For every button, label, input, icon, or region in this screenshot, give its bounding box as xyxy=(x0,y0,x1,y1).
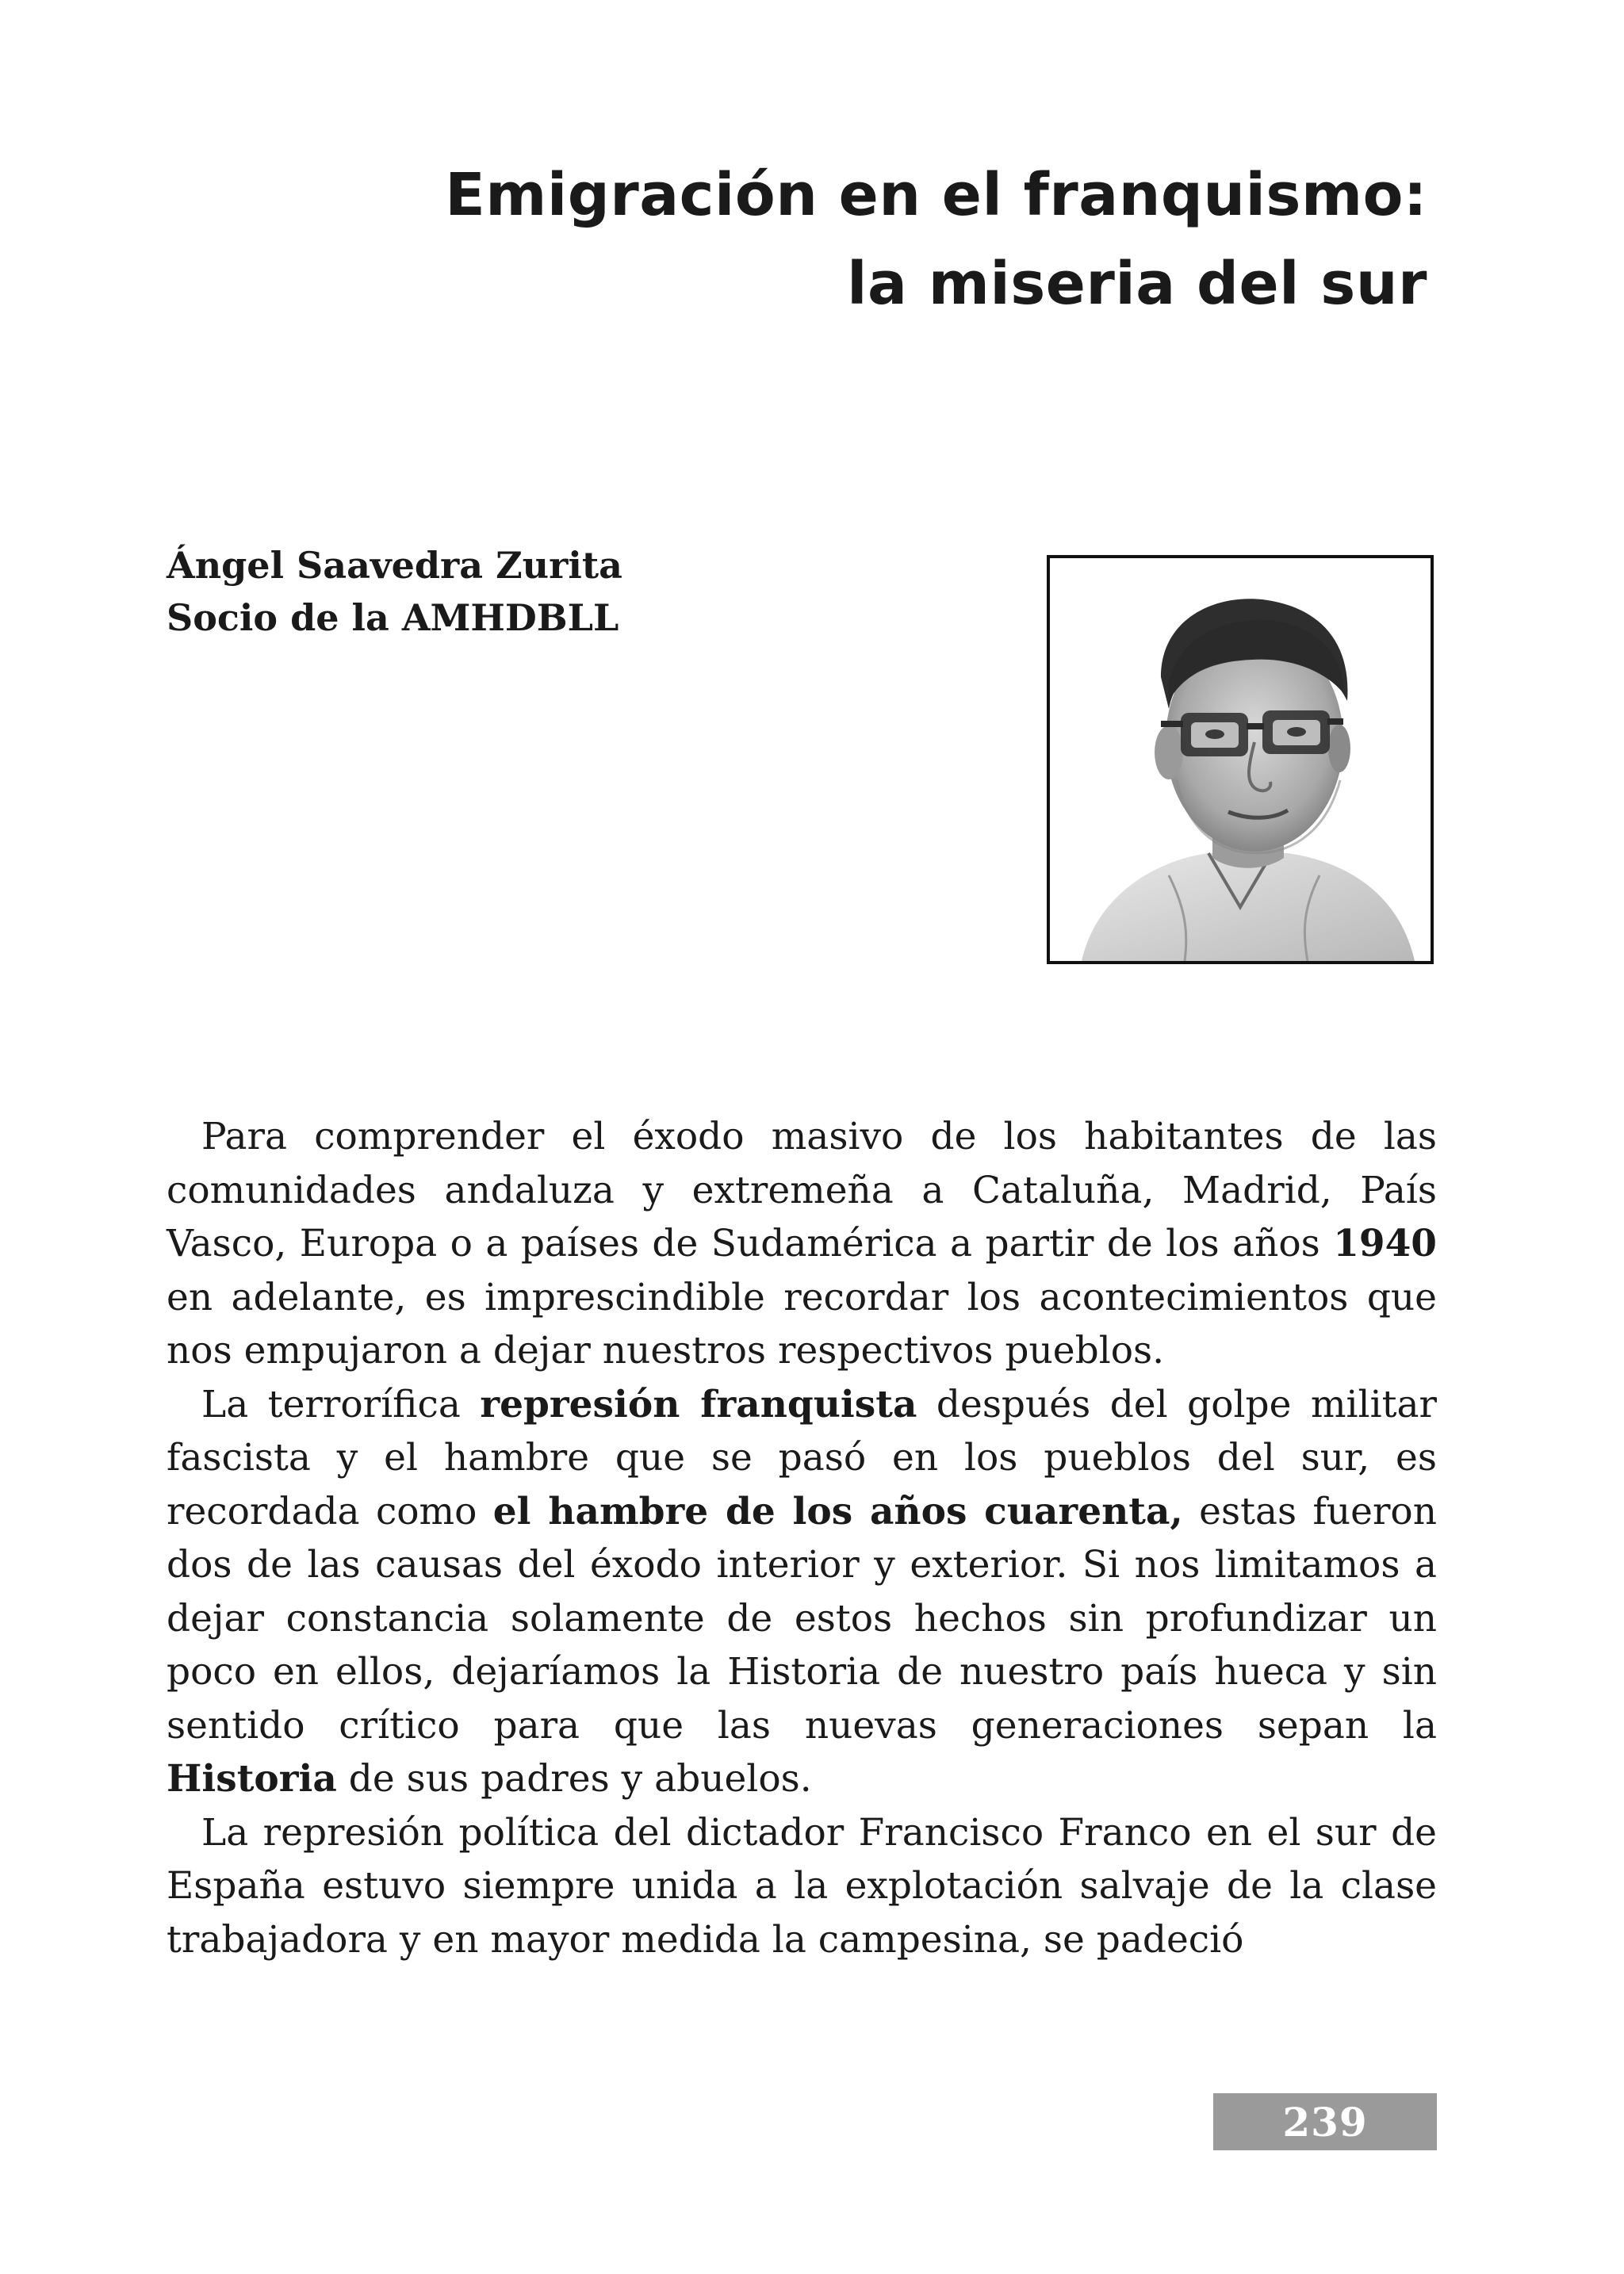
bold-word: Historia xyxy=(167,1757,337,1801)
bold-phrase: el hambre de los años cuarenta, xyxy=(492,1489,1183,1533)
author-portrait-icon xyxy=(1050,558,1431,961)
bold-phrase: represión franquista xyxy=(480,1382,917,1426)
bold-year: 1940 xyxy=(1333,1222,1437,1265)
title-line-2: la miseria del sur xyxy=(847,250,1427,318)
author-name: Ángel Saavedra Zurita xyxy=(167,544,622,587)
article-title xyxy=(445,151,1427,328)
author-photo xyxy=(1047,555,1434,964)
paragraph-3: La represión política del dictador Francisco Franco en el sur de España estuvo siempre unida a la explotación salvaje de la clase trabajadora y en mayor medida la campesina, se padeció xyxy=(167,1810,1437,1962)
page-number-badge xyxy=(1213,2093,1437,2150)
page-number: 239 xyxy=(1282,2098,1368,2146)
author-block xyxy=(167,539,622,644)
author-affiliation: Socio de la AMHDBLL xyxy=(167,596,619,639)
article-body xyxy=(167,1110,1437,1966)
title-line-1: Emigración en el franquismo: xyxy=(445,161,1427,229)
paragraph-1: Para comprender el éxodo masivo de los habitantes de las comunidades andaluza y extremeña a Cataluña, Madrid, País Vasco, Europa o a países de Sudamérica a partir de los años 1940 en adelante, es imprescindible recordar los acontecimientos que nos empujaron a dejar nuestros respectivos pueblos. xyxy=(167,1115,1437,1372)
paragraph-2: La terrorífica represión franquista después del golpe militar fascista y el hambre que se pasó en los pueblos del sur, es recordada como el hambre de los años cuarenta, estas fueron dos de las causas del éxodo interior y exterior. Si nos limitamos a dejar constancia solamente de estos hechos sin profundizar un poco en ellos, dejaríamos la Historia de nuestro país hueca y sin sentido crítico para que las nuevas generaciones sepan la Historia de sus padres y abuelos. xyxy=(167,1382,1437,1801)
